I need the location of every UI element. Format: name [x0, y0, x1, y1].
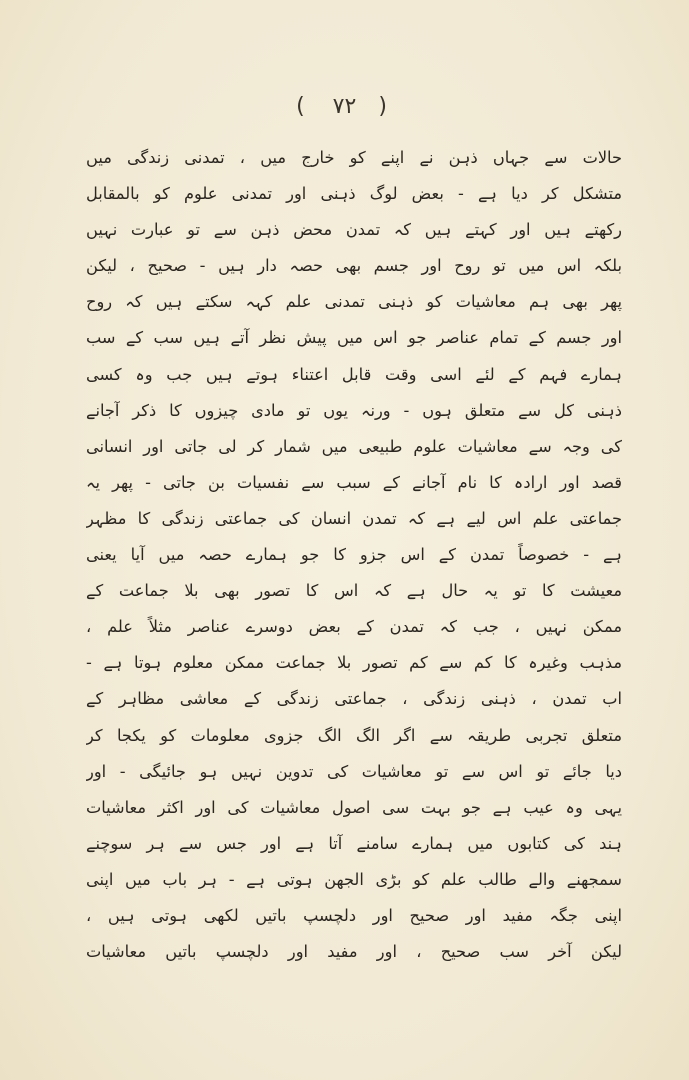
text-line: متشکل کر دیا ہے - بعض لوگ ذہنی اور تمدنی علوم کو بالمقابل: [86, 184, 622, 204]
text-line: مذہب وغیرہ کا کم سے کم تصور بلا جماعت ممکن معلوم ہوتا ہے -: [86, 653, 622, 673]
text-line: کی وجہ سے معاشیات علوم طبیعی میں شمار کر لی جاتی اور انسانی: [86, 436, 622, 456]
text-line: بلکہ اس میں تو روح اور جسم بھی حصہ دار ہیں - صحیح ، لیکن: [86, 256, 622, 276]
text-line: اپنی جگہ مفید اور صحیح اور دلچسپ باتیں لکھی ہوتی ہیں ،: [86, 905, 622, 925]
text-line: ممکن نہیں ، جب کہ تمدن کے بعض دوسرے عناصر مثلاً علم ،: [86, 617, 622, 637]
text-line: حالات سے جہاں ذہن نے اپنے کو خارج میں ، تمدنی زندگی میں: [86, 148, 622, 167]
right-parenthesis: ): [378, 94, 393, 119]
text-line: لیکن آخر سب صحیح ، اور مفید اور دلچسپ باتیں معاشیات: [86, 942, 622, 962]
text-line: دیا جائے تو اس سے تو معاشیات کی تدوین نہیں ہو جائیگی - اور: [86, 761, 622, 781]
text-line: اور جسم کے تمام عناصر جو اس میں پیش نظر آتے ہیں سب کے سب: [86, 328, 622, 348]
body-text: [86, 140, 622, 970]
text-line: سمجھنے والے طالب علم کو بڑی الجھن ہوتی ہے - ہر باب میں اپنی: [86, 869, 622, 889]
text-line: جماعتی علم اس لیے ہے کہ تمدن انسان کی جماعتی زندگی کا مظہر: [86, 508, 622, 528]
text-line: رکھتے ہیں اور کہتے ہیں کہ تمدن محض ذہن سے تو عبارت نہیں: [86, 220, 622, 240]
text-line: یہی وہ عیب ہے جو بہت سی اصول معاشیات کی اور اکثر معاشیات: [86, 797, 622, 817]
page-number: [0, 94, 689, 119]
text-line: پھر بھی ہم معاشیات کو ذہنی تمدنی علم کہہ سکتے ہیں کہ روح: [86, 292, 622, 312]
text-line: ہے - خصوصاً تمدن کے اس جزو کا جو ہمارے حصہ میں آیا یعنی: [86, 545, 622, 565]
text-line: متعلق تجربی طریقہ سے اگر الگ الگ جزوی معلومات کو یکجا کر: [86, 725, 622, 745]
left-parenthesis: (: [296, 94, 311, 119]
text-line: معیشت کا تو یہ حال ہے کہ اس کا تصور بھی بلا جماعت کے: [86, 581, 622, 601]
text-line: قصد اور ارادہ کا نام آجانے کے سبب سے نفسیات بن جاتی - پھر یہ: [86, 472, 622, 492]
text-line: ذہنی کل سے متعلق ہوں - ورنہ یوں تو مادی چیزوں کا ذکر آجانے: [86, 400, 622, 420]
text-line: ہمارے فہم کے لئے اسی وقت قابل اعتناء ہوتے ہیں جب وہ کسی: [86, 364, 622, 384]
text-line: ہند کی کتابوں میں ہمارے سامنے آتا ہے اور جس سے ہر سوچنے: [86, 833, 622, 853]
page-number-value: ۷۲: [332, 94, 357, 119]
text-line: اب تمدن ، ذہنی زندگی ، جماعتی زندگی کے معاشی مظاہر کے: [86, 689, 622, 709]
